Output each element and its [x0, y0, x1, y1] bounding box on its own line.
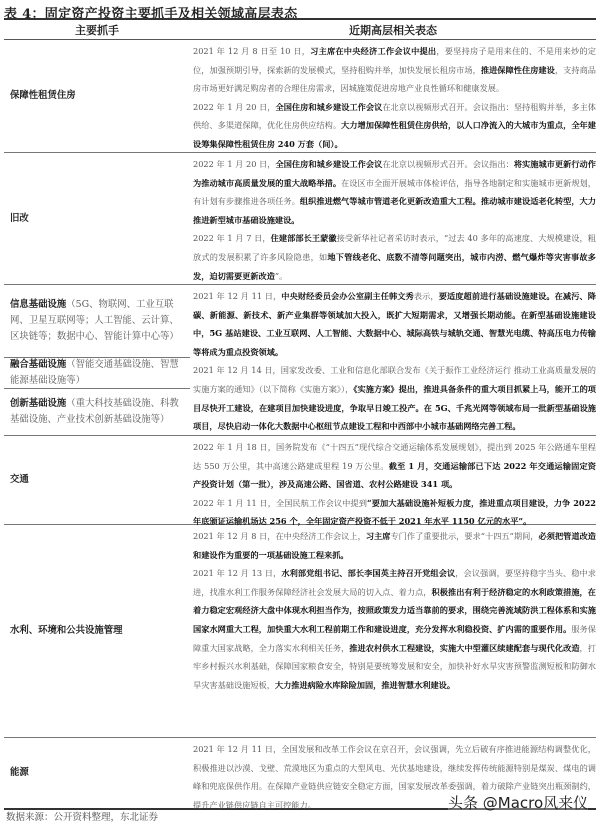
subcategory-cell	[4, 389, 190, 435]
emphasized-text: 将实施城市更新行动作为推动城市高质量发展的重大战略举措。	[193, 159, 596, 188]
statements-cell	[190, 525, 596, 737]
emphasized-text: 积极推出有利于经济稳定的水利政策措施，在着力稳定宏观经济大盘中体现水利担当作为，按照政策发力适当靠前的要求，围绕完善流域防洪工程体系和实施国家水网重大工程，加快重大水利工程前期工作和建设进度，充分发挥水利稳投资、扩内需的重要作用。	[193, 586, 596, 634]
emphasized-text: 地下管线老化、底数不清等问题突出，城市内涝、燃气爆炸等灾害事故多发，迫切需要更新改造	[193, 251, 596, 281]
statement-paragraph	[193, 155, 596, 229]
table-header	[4, 20, 596, 40]
statement-paragraph	[193, 229, 596, 285]
statement-paragraph	[193, 527, 596, 564]
category-cell: 水利、环境和公共设施管理	[10, 625, 123, 636]
statement-paragraph	[193, 287, 596, 361]
statement-text: 表示，	[413, 291, 439, 301]
table-title: 表 4：固定资产投资主要抓手及相关领域高层表态	[4, 7, 298, 22]
emphasized-text: 大力推进病险水库除险加固，推进智慧水利建设。	[274, 679, 456, 690]
emphasized-text: 中央财经委员会办公室副主任韩文秀	[281, 291, 414, 301]
statement-text: 服务保障重大国家战略，全力落实水利相关任务，	[193, 623, 596, 653]
table-row	[4, 525, 596, 738]
subcategory-cell	[4, 358, 190, 389]
emphasized-text: 全国住房和城乡建设工作会议	[275, 101, 383, 112]
statement-text: 在北京以视频形式召开。会议指出：坚持租购并举，多主体供给、多渠道保障，优化住房供应结构。	[193, 101, 596, 131]
statement-text: 2021 年 12 月 8 日，在中央经济工作会议上，	[193, 531, 366, 541]
statement-text: ，支持商品房市场更好满足购房者的合理住房需求，因城施策促进房地产业良性循环和健康发展。	[193, 64, 596, 94]
statement-text: 接受新华社记者采访时表示，“过去 40 多年的高速度、大规模建设，粗放式的发展积累了许多风险隐患，如	[193, 233, 596, 262]
category-cell: 能源	[10, 767, 29, 778]
table-row	[4, 285, 596, 436]
watermark: 头条 @Macro风来仪	[448, 794, 589, 812]
statement-text: 2022 年 1 月 11 日，全国民航工作会议中提到	[193, 497, 367, 508]
statement-text: 2021 年 12 月 11 日，	[193, 291, 282, 301]
emphasized-text: 习主席在中央经济工作会议中提出	[310, 46, 437, 56]
header-main-lever: 主要抓手	[75, 23, 119, 37]
statement-paragraph	[193, 98, 596, 154]
statement-text: 2022 年 1 月 20 日，	[193, 101, 276, 112]
statement-text: 2022 年 1 月 20 日，	[193, 159, 276, 169]
statements-cell	[190, 436, 596, 527]
statement-text: 2022 年 1 月 18 日，国务院发布《“十四五”现代综合交通运输体系发展规划》，提出到 2025 年公路通车里程达 550 万公里，其中高速公路建成里程 19 万公里。	[193, 442, 596, 471]
table-row	[4, 40, 596, 153]
subcategory-note: （智能交通基础设施、智慧能源基础设施等）	[10, 359, 179, 386]
statement-text: ，打牢乡村振兴水利基础，保障国家粮食安全，特别是要统筹发展和安全，加快补好水旱灾害预警监测短板和防御水旱灾害基础设施短板，	[193, 642, 596, 690]
emphasized-text: 组织推进燃气等城市管道老化更新改造重大工程。推动城市建设适老化转型，大力推进新型城市基础设施建设。	[193, 196, 596, 225]
emphasized-text: 《实施方案》提出，推进具备条件的重大项目抓紧上马，能开工的项目尽快开工建设，在建项目加快建设进度，争取早日竣工投产。在 5G、千兆光网等领域布局一批新型基础设施项目，尽快启动一体化大数据中心枢纽节点建设工程和中西部中小城市基础网络完善工程。	[193, 383, 596, 432]
emphasized-text: 截至 1 月，交通运输部已下达 2022 年交通运输固定资产投资计划（第一批），涉及高速公路、国省道、农村公路建设 341 项。	[193, 460, 596, 490]
statements-cell	[190, 153, 596, 284]
statement-text: ”。	[274, 270, 288, 281]
emphasized-text: 大力增加保障性租赁住房供给，以人口净流入的大城市为重点，全年建设筹集保障性租赁住房 240 万套（间）。	[193, 120, 596, 149]
statement-paragraph	[193, 42, 596, 98]
emphasized-text: 习主席	[365, 531, 391, 541]
statement-text: 2021 年 12 月 13 日，	[193, 568, 282, 579]
emphasized-text: 住建部部长王蒙徽	[270, 233, 337, 244]
statement-paragraph	[193, 361, 596, 435]
statements-cell	[190, 285, 596, 435]
statement-text: 2021 年 12 月 8 日至 10 日，	[193, 46, 311, 56]
subcategory-name: 创新基础设施	[10, 398, 67, 409]
category-cell: 交通	[10, 474, 29, 485]
statement-paragraph	[193, 564, 596, 694]
table-row	[4, 436, 596, 525]
table-row	[4, 153, 596, 285]
header-statements: 近期高层相关表态	[349, 23, 437, 37]
subcategory-cell	[4, 285, 190, 358]
statement-text: 在设区市全面开展城市体检评估，指导各地制定和实施城市更新规划，有计划有步骤推进各项任务。	[193, 177, 596, 207]
emphasized-text: 推进保障性住房建设	[480, 64, 555, 75]
statement-text: 2021 年 12 月 14 日，国家发改委、工业和信息化部联合发布《关于振作工业经济运行 推动工业高质量发展的实施方案的通知》（以下简称《实施方案》），	[193, 365, 596, 394]
statement-text: ，会议强调，要坚持稳字当头、稳中求进，找准水利工作服务保障经济社会发展大局的切入点、着力点，	[193, 568, 596, 597]
statement-text: ，要坚持房子是用来住的、不是用来炒的定位，加强预期引导，探索新的发展模式，坚持租购并举，加快发展长租房市场，	[193, 46, 596, 75]
category-cell: 保障性租赁住房	[10, 90, 76, 101]
emphasized-text: 推进农村供水工程建设，实施大中型灌区续建配套与现代化改造	[349, 642, 580, 653]
emphasized-text: 要适度超前进行基础设施建设。在减污、降碳、新能源、新技术、新产业集群等领域加大投入，既扩大短期需求，又增强长期动能。在新型基础设施建设中，5G 基站建设、工业互联网、人工智能、大数据中心、城际高铁与城轨交通、智慧光电缆、特高压电力传输等将成为重点投资领域。	[193, 291, 596, 357]
statement-paragraph	[193, 438, 596, 494]
subcategory-note: （5G、物联网、工业互联网、卫星互联网等；人工智能、云计算、区块链等；数据中心、智能计算中心等）	[10, 299, 179, 342]
statement-text: 2022 年 1 月 7 日，	[193, 233, 271, 244]
statement-text: 2021 年 12 月 11 日，全国发展和改革工作会议在京召开，会议强调，先立后破有序推进能源结构调整优化，积极推进以沙漠、戈壁、荒漠地区为重点的大型风电、光伏基地建设，继续发挥传统能源特别是煤炭、煤电的调峰和兜底保供作用。在保障产业链供应链安全稳定方面，国家发展改革委强调，着力破除产业链突出瓶颈制约，提升产业链供应链自主可控能力。	[193, 744, 596, 810]
subcategory-name: 信息基础设施	[10, 299, 67, 310]
statements-cell	[190, 40, 596, 152]
emphasized-text: 水利部党组书记、部长李国英主持召开党组会议	[281, 568, 456, 579]
emphasized-text: 全国住房和城乡建设工作会议	[275, 159, 383, 169]
statement-text: 专门作了重要批示，要求“十四五”期间，	[390, 531, 539, 541]
statement-text: 在北京以视频形式召开。会议指出：	[382, 159, 514, 169]
subcategory-name: 融合基础设施	[10, 359, 67, 370]
emphasized-text: “要加大基础设施补短板力度，推进重点项目建设，力争 2022 年底颁证运输机场达 256 个，全年固定资产投资不低于 2021 年水平 1150 亿元的水平”。	[193, 497, 596, 527]
data-source-note: 数据来源：公开资料整理，东北证券	[6, 812, 159, 823]
subcategory-note: （重大科技基础设施、科教基础设施、产业技术创新基础设施等）	[10, 398, 179, 425]
category-cell: 旧改	[10, 212, 29, 224]
policy-table	[4, 18, 596, 810]
emphasized-text: 必须把管道改造和建设作为重要的一项基础设施工程来抓。	[193, 531, 596, 560]
